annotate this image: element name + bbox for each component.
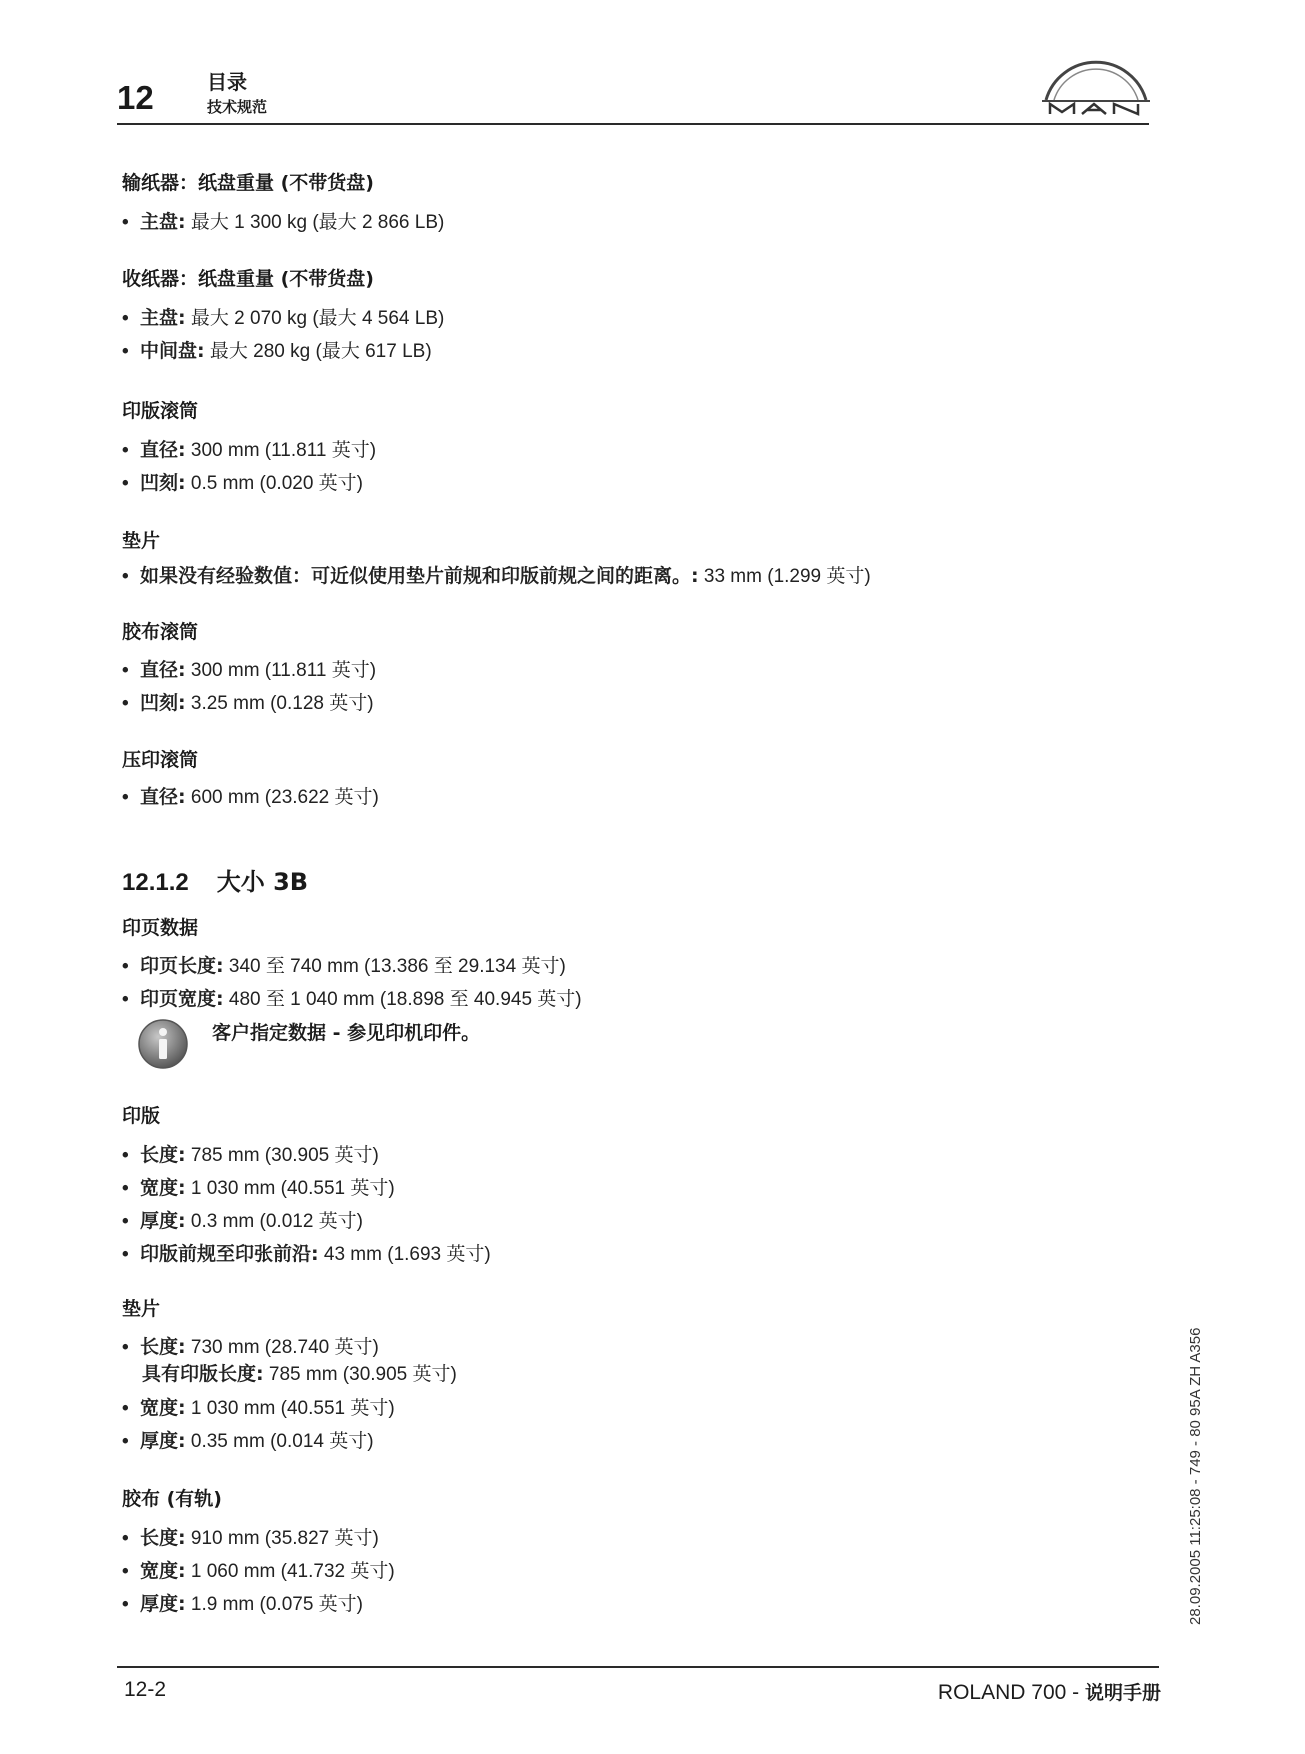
list-item: • 宽度: 1 060 mm (41.732 英寸) bbox=[122, 1560, 395, 1582]
header-subtitle: 技术规范 bbox=[207, 98, 268, 116]
info-icon bbox=[137, 1018, 189, 1070]
list-item: • 厚度: 0.35 mm (0.014 英寸) bbox=[122, 1430, 374, 1452]
heading-impression-cylinder: 压印滚筒 bbox=[122, 749, 199, 771]
header-title: 目录 bbox=[207, 70, 247, 94]
list-item: • 印版前规至印张前沿: 43 mm (1.693 英寸) bbox=[122, 1243, 491, 1265]
list-item: • 印页长度: 340 至 740 mm (13.386 至 29.134 英寸) bbox=[122, 955, 566, 977]
heading-packing-2: 垫片 bbox=[122, 1298, 161, 1320]
list-item: • 凹刻: 0.5 mm (0.020 英寸) bbox=[122, 472, 363, 494]
man-logo bbox=[1040, 48, 1152, 118]
page-number: 12-2 bbox=[124, 1678, 167, 1701]
list-item: • 宽度: 1 030 mm (40.551 英寸) bbox=[122, 1397, 395, 1419]
list-item: • 中间盘: 最大 280 kg (最大 617 LB) bbox=[122, 340, 432, 362]
document-code: 28.09.2005 11:25:08 - 749 - 80 95A ZH A356 bbox=[1187, 1327, 1204, 1625]
heading-feeder-weight: 输纸器：纸盘重量 (不带货盘) bbox=[122, 172, 374, 194]
list-item: • 厚度: 0.3 mm (0.012 英寸) bbox=[122, 1210, 363, 1232]
footer-product bbox=[938, 1678, 1161, 1705]
manual-label: 说明手册 bbox=[1084, 1682, 1161, 1704]
list-item: • 宽度: 1 030 mm (40.551 英寸) bbox=[122, 1177, 395, 1199]
list-item: • 直径: 300 mm (11.811 英寸) bbox=[122, 439, 377, 461]
list-item: • 长度: 730 mm (28.740 英寸) bbox=[122, 1336, 379, 1358]
section-number: 12.1.2 bbox=[122, 869, 189, 896]
footer-rule bbox=[117, 1666, 1159, 1668]
list-item: • 主盘: 最大 2 070 kg (最大 4 564 LB) bbox=[122, 307, 445, 329]
heading-packing: 垫片 bbox=[122, 530, 161, 552]
info-note: 客户指定数据 - 参见印机印件。 bbox=[212, 1022, 481, 1044]
list-item: • 主盘: 最大 1 300 kg (最大 2 866 LB) bbox=[122, 211, 445, 233]
list-item: • 直径: 600 mm (23.622 英寸) bbox=[122, 786, 379, 808]
section-title: 大小 3B bbox=[216, 868, 309, 896]
heading-blanket-cylinder: 胶布滚筒 bbox=[122, 621, 199, 643]
chapter-number: 12 bbox=[117, 79, 154, 116]
section-heading bbox=[122, 862, 308, 897]
heading-plate: 印版 bbox=[122, 1105, 161, 1127]
heading-delivery-weight: 收纸器：纸盘重量 (不带货盘) bbox=[122, 268, 374, 290]
list-item: • 印页宽度: 480 至 1 040 mm (18.898 至 40.945 英寸) bbox=[122, 988, 582, 1010]
bullet: • bbox=[122, 212, 129, 233]
list-item: • 直径: 300 mm (11.811 英寸) bbox=[122, 659, 377, 681]
heading-sheet-data: 印页数据 bbox=[122, 917, 199, 939]
heading-blanket: 胶布 (有轨) bbox=[122, 1488, 222, 1510]
heading-plate-cylinder: 印版滚筒 bbox=[122, 400, 199, 422]
list-item: • 如果没有经验数值：可近似使用垫片前规和印版前规之间的距离。: 33 mm (1.299 英寸) bbox=[122, 565, 871, 587]
header-rule bbox=[117, 123, 1149, 125]
list-item: • 凹刻: 3.25 mm (0.128 英寸) bbox=[122, 692, 374, 714]
product-name: ROLAND 700 - bbox=[937, 1681, 1080, 1704]
list-item-continuation: 具有印版长度: 785 mm (30.905 英寸) bbox=[142, 1363, 457, 1385]
list-item: • 长度: 910 mm (35.827 英寸) bbox=[122, 1527, 379, 1549]
list-item: • 长度: 785 mm (30.905 英寸) bbox=[122, 1144, 379, 1166]
list-item: • 厚度: 1.9 mm (0.075 英寸) bbox=[122, 1593, 363, 1615]
